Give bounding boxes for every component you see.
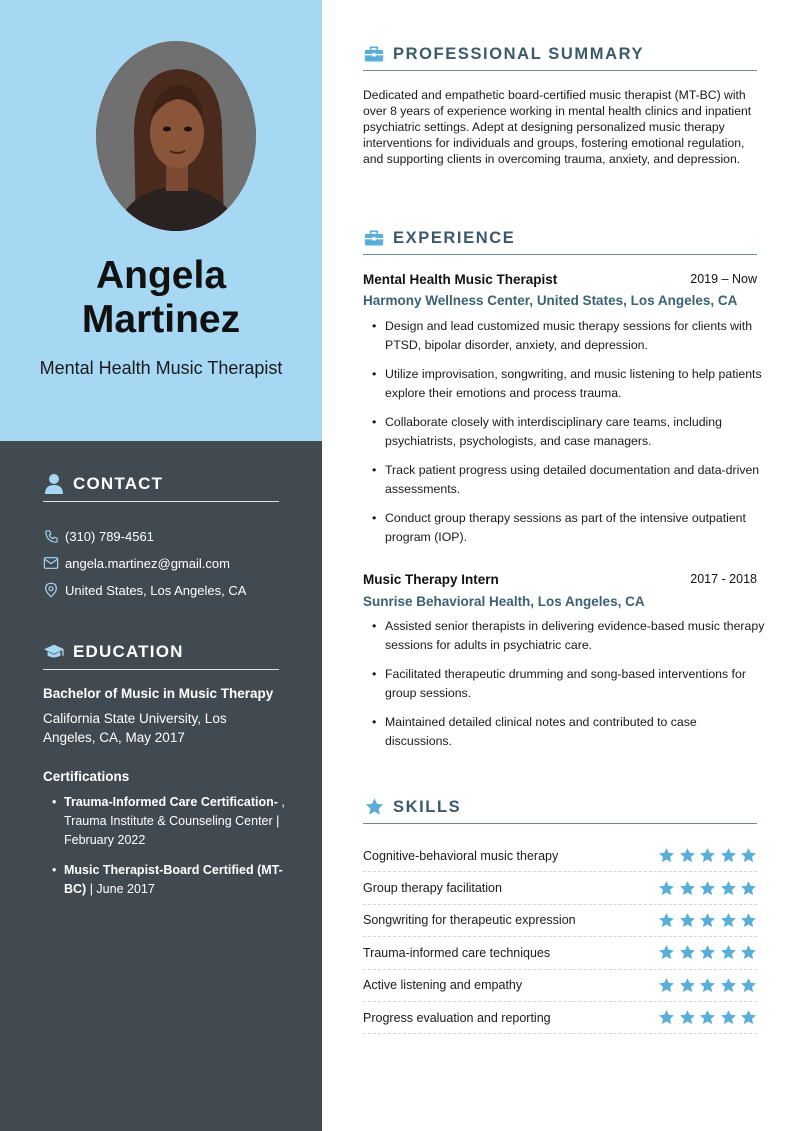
skills-divider [363,823,757,824]
certification-detail: | June 2017 [86,882,155,896]
star-icon [679,847,696,864]
summary-heading [363,43,757,65]
list-item: • Utilize improvisation, songwriting, and music listening to help patients explore their emotions and process trauma. [372,365,767,403]
certification-name: Music Therapist-Board Certified (MT-BC) [64,863,283,896]
star-icon [679,880,696,897]
list-item: • Design and lead customized music therapy sessions for clients with PTSD, bipolar disorder, anxiety, and depression. [372,317,767,355]
skill-row [363,970,757,1002]
contact-phone [43,528,154,544]
experience-heading-label: EXPERIENCE [393,228,516,247]
summary-divider [363,70,757,71]
star-icon [720,977,737,994]
job-bullets [372,617,767,761]
degree: Bachelor of Music in Music Therapy [43,686,274,701]
profile-photo [96,41,256,231]
details-panel [0,441,322,1131]
skill-name: Active listening and empathy [363,978,523,993]
portrait-image [96,41,256,231]
star-icon [679,1009,696,1026]
first-name: Angela [95,254,227,297]
star-icon [679,912,696,929]
star-icon [658,847,675,864]
list-item: • Track patient progress using detailed documentation and data-driven assessments. [372,461,767,499]
star-icon [720,944,737,961]
star-icon [740,1009,757,1026]
star-icon [699,944,716,961]
certifications-list [52,793,292,910]
skill-rating [655,977,758,994]
phone-text[interactable]: (310) 789-4561 [65,528,154,544]
skills-heading-label: SKILLS [393,797,462,816]
skill-name: Trauma-informed care techniques [363,945,551,960]
certification-detail: , Trauma Institute & Counseling Center | February 2022 [64,795,285,847]
list-item [52,861,292,899]
skill-name: Progress evaluation and reporting [363,1010,551,1025]
list-item: • Conduct group therapy sessions as part of the intensive outpatient program (IOP). [372,509,767,547]
star-icon [699,912,716,929]
location-text: United States, Los Angeles, CA [65,582,247,598]
contact-divider [43,501,279,502]
contact-email [43,555,230,571]
star-icon [679,977,696,994]
star-icon [740,912,757,929]
summary-text: Dedicated and empathetic board-certified music therapist (MT-BC) with over 8 years of experience working in mental health clinics and inpatient psychiatric settings. Adept at designing personalized music therapy interventions for individuals and groups, fostering emotional regulation, and supporting clients in overcoming trauma, anxiety, and depression. [363,88,752,166]
job-role: Mental Health Music Therapist [39,358,283,378]
list-item [52,793,292,850]
skill-row [363,840,757,872]
graduation-cap-icon [43,641,65,663]
skill-rating [655,847,758,864]
star-icon [740,880,757,897]
job-dates: 2019 – Now [690,272,757,286]
experience-divider [363,254,757,255]
job-company: Sunrise Behavioral Health, Los Angeles, CA [363,594,645,609]
star-icon [679,944,696,961]
job-title: Mental Health Music Therapist [363,272,558,287]
briefcase-icon [363,43,385,65]
skill-rating [655,880,758,897]
star-icon [699,1009,716,1026]
star-icon [720,912,737,929]
list-item: • Maintained detailed clinical notes and contributed to case discussions. [372,713,767,751]
job-title: Music Therapy Intern [363,572,499,587]
education-heading-label: EDUCATION [73,642,184,661]
star-icon [720,847,737,864]
last-name: Martinez [81,298,241,341]
contact-location [43,582,246,598]
profile-panel [0,0,322,441]
phone-icon [43,528,59,544]
job-bullets [372,317,767,557]
star-icon [740,944,757,961]
education-divider [43,669,279,670]
full-name [0,254,322,342]
star-icon [658,944,675,961]
mail-icon [43,555,59,571]
contact-heading [43,473,279,495]
skill-name: Group therapy facilitation [363,881,502,896]
star-icon [720,880,737,897]
star-icon [699,880,716,897]
skill-row [363,937,757,969]
skill-row [363,1002,757,1034]
list-item: • Collaborate closely with interdisciplinary care teams, including psychiatrists, psychologists, and case managers. [372,413,767,451]
experience-heading [363,227,757,249]
skill-name: Songwriting for therapeutic expression [363,913,576,928]
star-icon [658,912,675,929]
star-icon [740,847,757,864]
star-icon [740,977,757,994]
contact-heading-label: CONTACT [73,474,164,493]
job-dates: 2017 - 2018 [690,572,757,586]
skill-name: Cognitive-behavioral music therapy [363,848,559,863]
summary-heading-label: PROFESSIONAL SUMMARY [393,44,645,63]
job-company: Harmony Wellness Center, United States, Los Angeles, CA [363,293,738,308]
star-icon [699,847,716,864]
star-icon [720,1009,737,1026]
email-text[interactable]: angela.martinez@gmail.com [65,555,230,571]
list-item: • Facilitated therapeutic drumming and song-based interventions for group sessions. [372,665,767,703]
skill-row [363,872,757,904]
user-icon [43,473,65,495]
skill-rating [655,1009,758,1026]
skill-rating [655,944,758,961]
skills-list [363,840,757,1034]
certification-name: Trauma-Informed Care Certification- [64,795,278,809]
star-icon [658,977,675,994]
sidebar [0,0,322,1131]
star-icon [363,796,385,818]
education-heading [43,641,279,663]
skill-row [363,905,757,937]
skill-rating [655,912,758,929]
location-pin-icon [43,582,59,598]
skills-heading [363,796,757,818]
certifications-heading: Certifications [43,769,130,784]
star-icon [658,880,675,897]
list-item: • Assisted senior therapists in delivering evidence-based music therapy sessions for adults in psychiatric care. [372,617,767,655]
star-icon [658,1009,675,1026]
star-icon [699,977,716,994]
briefcase-icon [363,227,385,249]
school: California State University, Los Angeles, CA, May 2017 [43,711,227,745]
